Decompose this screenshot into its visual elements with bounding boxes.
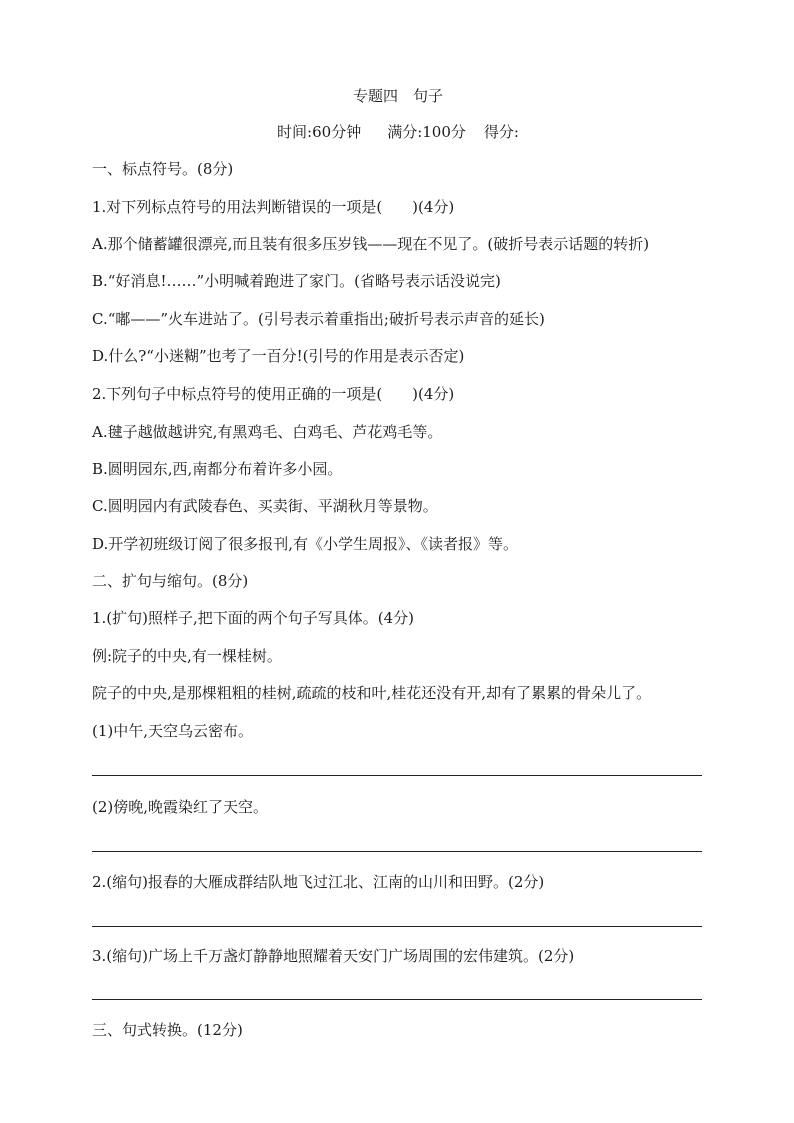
question-stem: 1.对下列标点符号的用法判断错误的一项是( )(4分) [92, 198, 455, 216]
sub-question: (2)傍晚,晚霞染红了天空。 [92, 798, 269, 816]
answer-line[interactable] [92, 775, 702, 776]
option-a: A.那个储蓄罐很漂亮,而且装有很多压岁钱——现在不见了。(破折号表示话题的转折) [92, 235, 650, 253]
question-stem: 1.(扩句)照样子,把下面的两个句子写具体。(4分) [92, 609, 415, 627]
answer-line[interactable] [92, 851, 702, 852]
option-b: B.“好消息!……”小明喊着跑进了家门。(省略号表示话没说完) [92, 272, 501, 290]
section-heading-punctuation: 一、标点符号。(8分) [92, 160, 234, 178]
option-d: D.开学初班级订阅了很多报刊,有《小学生周报》、《读者报》等。 [92, 535, 519, 553]
example-answer: 院子的中央,是那棵粗粗的桂树,疏疏的枝和叶,桂花还没有开,却有了累累的骨朵儿了。 [92, 684, 652, 702]
answer-line[interactable] [92, 926, 702, 927]
option-c: C.“嘟——”火车进站了。(引号表示着重指出;破折号表示声音的延长) [92, 310, 545, 328]
option-c: C.圆明园内有武陵春色、买卖街、平湖秋月等景物。 [92, 497, 438, 515]
obtained-score-label: 得分: [483, 123, 519, 141]
time-label: 时间:60分钟 [277, 123, 362, 141]
section-heading-sentences: 二、扩句与缩句。(8分) [92, 572, 249, 590]
question-stem: 3.(缩句)广场上千万盏灯静静地照耀着天安门广场周围的宏伟建筑。(2分) [92, 947, 575, 965]
sub-question: (1)中午,天空乌云密布。 [92, 722, 254, 740]
question-stem: 2.下列句子中标点符号的使用正确的一项是( )(4分) [92, 385, 455, 403]
exam-meta [92, 122, 704, 142]
section-heading-transform: 三、句式转换。(12分) [92, 1021, 243, 1039]
option-d: D.什么?“小迷糊”也考了一百分!(引号的作用是表示否定) [92, 347, 465, 365]
answer-line[interactable] [92, 999, 702, 1000]
score-label: 满分:100分 [387, 123, 466, 141]
question-stem: 2.(缩句)报春的大雁成群结队地飞过江北、江南的山川和田野。(2分) [92, 873, 545, 891]
option-b: B.圆明园东,西,南都分布着许多小园。 [92, 460, 343, 478]
example-sentence: 例:院子的中央,有一棵桂树。 [92, 647, 282, 665]
option-a: A.毽子越做越讲究,有黑鸡毛、白鸡毛、芦花鸡毛等。 [92, 423, 443, 441]
page-title: 专题四 句子 [352, 87, 443, 105]
